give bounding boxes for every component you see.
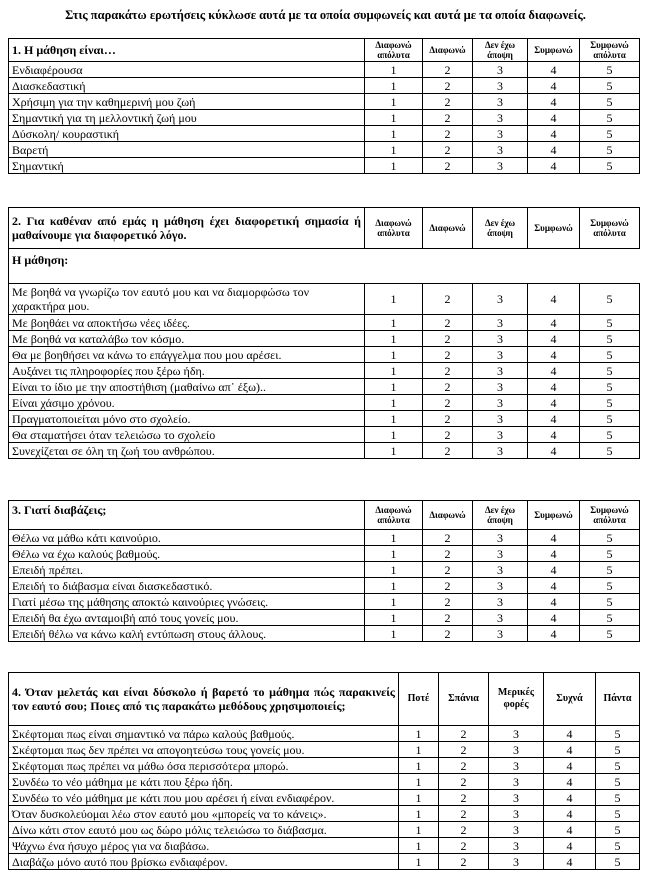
rating-option-1[interactable]: 1 [365, 142, 423, 158]
rating-option-5[interactable]: 5 [580, 94, 640, 110]
table-row [9, 626, 640, 642]
rating-option-3[interactable]: 3 [473, 395, 528, 411]
rating-option-2[interactable]: 2 [423, 126, 473, 142]
scale-header: Μερικές φορές [489, 673, 544, 726]
rating-option-2[interactable]: 2 [423, 395, 473, 411]
rating-option-4[interactable]: 4 [528, 363, 580, 379]
item-label: Όταν δυσκολεύομαι λέω στον εαυτό μου «μπορείς να το κάνεις». [9, 806, 399, 822]
table-row [9, 806, 640, 822]
rating-option-4[interactable]: 4 [528, 530, 580, 546]
rating-option-3[interactable]: 3 [473, 411, 528, 427]
rating-option-2[interactable]: 2 [423, 578, 473, 594]
table-row [9, 854, 640, 870]
rating-option-5[interactable]: 5 [580, 578, 640, 594]
rating-option-2[interactable]: 2 [423, 62, 473, 78]
table-row [9, 530, 640, 546]
rating-option-5[interactable]: 5 [580, 363, 640, 379]
table-row [9, 379, 640, 395]
rating-option-5[interactable]: 5 [580, 562, 640, 578]
rating-option-1[interactable]: 1 [365, 610, 423, 626]
rating-option-1[interactable]: 1 [365, 62, 423, 78]
table-row [9, 126, 640, 142]
rating-option-1[interactable]: 1 [365, 594, 423, 610]
rating-option-4[interactable]: 4 [528, 315, 580, 331]
rating-option-2[interactable]: 2 [423, 427, 473, 443]
rating-option-1[interactable]: 1 [365, 562, 423, 578]
item-label: Θα σταματήσει όταν τελειώσω το σχολείο [9, 427, 365, 443]
rating-option-2[interactable]: 2 [423, 530, 473, 546]
table-row [9, 62, 640, 78]
rating-option-3[interactable]: 3 [473, 427, 528, 443]
rating-option-4[interactable]: 4 [528, 610, 580, 626]
rating-option-1[interactable]: 1 [365, 530, 423, 546]
rating-option-3[interactable]: 3 [473, 110, 528, 126]
section2-subheading: Η μάθηση: [9, 249, 640, 284]
rating-option-3[interactable]: 3 [489, 742, 544, 758]
table-row [9, 578, 640, 594]
rating-option-5[interactable]: 5 [596, 822, 640, 838]
item-label: Επειδή θα έχω ανταμοιβή από τους γονείς μου. [9, 610, 365, 626]
item-label: Είναι χάσιμο χρόνου. [9, 395, 365, 411]
rating-option-4[interactable]: 4 [544, 806, 596, 822]
table-row [9, 610, 640, 626]
rating-option-3[interactable]: 3 [489, 790, 544, 806]
rating-option-5[interactable]: 5 [580, 427, 640, 443]
rating-option-4[interactable]: 4 [528, 427, 580, 443]
rating-option-4[interactable]: 4 [528, 546, 580, 562]
rating-option-1[interactable]: 1 [365, 78, 423, 94]
rating-option-2[interactable]: 2 [423, 379, 473, 395]
rating-option-1[interactable]: 1 [399, 726, 439, 742]
item-label: Ενδιαφέρουσα [9, 62, 365, 78]
section3-table [8, 500, 640, 642]
rating-option-2[interactable]: 2 [439, 838, 489, 854]
item-label: Συνδέω το νέο μάθημα με κάτι που μου αρέσει ή είναι ενδιαφέρον. [9, 790, 399, 806]
scale-header: Συμφωνώ απόλυτα [580, 39, 640, 62]
rating-option-4[interactable]: 4 [528, 379, 580, 395]
table-row [9, 363, 640, 379]
rating-option-5[interactable]: 5 [596, 854, 640, 870]
rating-option-1[interactable]: 1 [399, 742, 439, 758]
rating-option-4[interactable]: 4 [528, 626, 580, 642]
item-label: Θέλω να έχω καλούς βαθμούς. [9, 546, 365, 562]
rating-option-3[interactable]: 3 [473, 347, 528, 363]
item-label: Συνδέω το νέο μάθημα με κάτι που ξέρω ήδη. [9, 774, 399, 790]
rating-option-3[interactable]: 3 [473, 379, 528, 395]
scale-header: Ποτέ [399, 673, 439, 726]
rating-option-3[interactable]: 3 [473, 562, 528, 578]
item-label: Με βοηθά να καταλάβω τον κόσμο. [9, 331, 365, 347]
rating-option-4[interactable]: 4 [528, 562, 580, 578]
rating-option-5[interactable]: 5 [580, 530, 640, 546]
item-label: Βαρετή [9, 142, 365, 158]
rating-option-2[interactable]: 2 [439, 822, 489, 838]
rating-option-1[interactable]: 1 [365, 363, 423, 379]
item-label: Είναι το ίδιο με την αποστήθιση (μαθαίνω απ᾽ έξω).. [9, 379, 365, 395]
rating-option-4[interactable]: 4 [528, 284, 580, 315]
rating-option-5[interactable]: 5 [580, 347, 640, 363]
rating-option-2[interactable]: 2 [439, 790, 489, 806]
section2-question: 2. Για καθέναν από εμάς η μάθηση έχει διαφορετική σημασία ή μαθαίνουμε για διαφορετικό λόγο. [9, 208, 365, 249]
rating-option-1[interactable]: 1 [365, 284, 423, 315]
rating-option-3[interactable]: 3 [473, 158, 528, 174]
scale-header: Συμφωνώ [528, 208, 580, 249]
rating-option-5[interactable]: 5 [580, 443, 640, 459]
rating-option-1[interactable]: 1 [399, 838, 439, 854]
scale-header: Διαφωνώ [423, 39, 473, 62]
table-row [9, 347, 640, 363]
rating-option-4[interactable]: 4 [528, 347, 580, 363]
rating-option-3[interactable]: 3 [473, 62, 528, 78]
rating-option-2[interactable]: 2 [439, 806, 489, 822]
rating-option-2[interactable]: 2 [423, 284, 473, 315]
rating-option-1[interactable]: 1 [399, 758, 439, 774]
scale-header: Διαφωνώ [423, 501, 473, 530]
rating-option-3[interactable]: 3 [473, 94, 528, 110]
rating-option-4[interactable]: 4 [544, 790, 596, 806]
item-label: Ψάχνω ένα ήσυχο μέρος για να διαβάσω. [9, 838, 399, 854]
table-row [9, 790, 640, 806]
rating-option-4[interactable]: 4 [544, 742, 596, 758]
table-row [9, 411, 640, 427]
rating-option-3[interactable]: 3 [473, 443, 528, 459]
rating-option-4[interactable]: 4 [528, 411, 580, 427]
rating-option-3[interactable]: 3 [473, 315, 528, 331]
rating-option-4[interactable]: 4 [544, 726, 596, 742]
item-label: Με βοηθάει να αποκτήσω νέες ιδέες. [9, 315, 365, 331]
scale-header: Διαφωνώ απόλυτα [365, 501, 423, 530]
rating-option-3[interactable]: 3 [473, 546, 528, 562]
table-row [9, 774, 640, 790]
rating-option-4[interactable]: 4 [544, 854, 596, 870]
rating-option-1[interactable]: 1 [365, 331, 423, 347]
rating-option-5[interactable]: 5 [596, 774, 640, 790]
rating-option-3[interactable]: 3 [473, 363, 528, 379]
rating-option-1[interactable]: 1 [399, 854, 439, 870]
rating-option-4[interactable]: 4 [544, 758, 596, 774]
table-row [9, 758, 640, 774]
item-label: Σκέφτομαι πως είναι σημαντικό να πάρω καλούς βαθμούς. [9, 726, 399, 742]
rating-option-1[interactable]: 1 [365, 158, 423, 174]
rating-option-5[interactable]: 5 [580, 594, 640, 610]
rating-option-2[interactable]: 2 [439, 774, 489, 790]
rating-option-2[interactable]: 2 [423, 315, 473, 331]
item-label: Δίνω κάτι στον εαυτό μου ως δώρο μόλις τελειώσω το διάβασμα. [9, 822, 399, 838]
item-label: Αυξάνει τις πληροφορίες που ξέρω ήδη. [9, 363, 365, 379]
rating-option-3[interactable]: 3 [473, 610, 528, 626]
rating-option-5[interactable]: 5 [596, 806, 640, 822]
table-row [9, 395, 640, 411]
rating-option-3[interactable]: 3 [473, 530, 528, 546]
rating-option-1[interactable]: 1 [365, 379, 423, 395]
rating-option-2[interactable]: 2 [423, 562, 473, 578]
rating-option-4[interactable]: 4 [528, 443, 580, 459]
table-row [9, 562, 640, 578]
scale-header: Συμφωνώ απόλυτα [580, 501, 640, 530]
rating-option-5[interactable]: 5 [596, 758, 640, 774]
rating-option-4[interactable]: 4 [528, 110, 580, 126]
rating-option-3[interactable]: 3 [489, 838, 544, 854]
rating-option-2[interactable]: 2 [423, 610, 473, 626]
section2-subheading-row [9, 249, 640, 284]
rating-option-3[interactable]: 3 [489, 726, 544, 742]
rating-option-1[interactable]: 1 [365, 315, 423, 331]
rating-option-2[interactable]: 2 [423, 347, 473, 363]
rating-option-3[interactable]: 3 [473, 284, 528, 315]
rating-option-2[interactable]: 2 [423, 443, 473, 459]
rating-option-5[interactable]: 5 [580, 284, 640, 315]
rating-option-3[interactable]: 3 [473, 331, 528, 347]
rating-option-5[interactable]: 5 [580, 411, 640, 427]
rating-option-1[interactable]: 1 [365, 578, 423, 594]
rating-option-4[interactable]: 4 [528, 142, 580, 158]
rating-option-3[interactable]: 3 [489, 822, 544, 838]
rating-option-2[interactable]: 2 [423, 546, 473, 562]
rating-option-1[interactable]: 1 [365, 443, 423, 459]
item-label: Σκέφτομαι πως πρέπει να μάθω όσα περισσότερα μπορώ. [9, 758, 399, 774]
rating-option-1[interactable]: 1 [365, 411, 423, 427]
rating-option-2[interactable]: 2 [423, 626, 473, 642]
rating-option-1[interactable]: 1 [365, 546, 423, 562]
scale-header: Διαφωνώ απόλυτα [365, 208, 423, 249]
table-row [9, 726, 640, 742]
section4-question: 4. Όταν μελετάς και είναι δύσκολο ή βαρετό το μάθημα πώς παρακινείς τον εαυτό σου; Ποιες από τις παρακάτω μεθόδους χρησιμοποιείς; [9, 673, 399, 726]
item-label: Επειδή το διάβασμα είναι διασκεδαστικό. [9, 578, 365, 594]
section3-question: 3. Γιατί διαβάζεις; [9, 501, 365, 530]
rating-option-3[interactable]: 3 [489, 854, 544, 870]
item-label: Γιατί μέσω της μάθησης αποκτώ καινούριες γνώσεις. [9, 594, 365, 610]
rating-option-4[interactable]: 4 [528, 578, 580, 594]
rating-option-4[interactable]: 4 [528, 331, 580, 347]
section1-header-row [9, 39, 640, 62]
table-row [9, 427, 640, 443]
rating-option-5[interactable]: 5 [580, 626, 640, 642]
table-row [9, 315, 640, 331]
section2-header-row [9, 208, 640, 249]
item-label: Θα με βοηθήσει να κάνω το επάγγελμα που μου αρέσει. [9, 347, 365, 363]
rating-option-1[interactable]: 1 [365, 126, 423, 142]
rating-option-2[interactable]: 2 [423, 331, 473, 347]
rating-option-5[interactable]: 5 [580, 158, 640, 174]
item-label: Διαβάζω μόνο αυτό που βρίσκω ενδιαφέρον. [9, 854, 399, 870]
rating-option-3[interactable]: 3 [473, 594, 528, 610]
rating-option-2[interactable]: 2 [423, 78, 473, 94]
table-row [9, 110, 640, 126]
table-row [9, 838, 640, 854]
rating-option-2[interactable]: 2 [423, 411, 473, 427]
section1-table [8, 38, 640, 174]
item-label: Διασκεδαστική [9, 78, 365, 94]
table-row [9, 78, 640, 94]
table-row [9, 142, 640, 158]
table-row [9, 742, 640, 758]
rating-option-5[interactable]: 5 [596, 742, 640, 758]
rating-option-3[interactable]: 3 [473, 578, 528, 594]
rating-option-1[interactable]: 1 [365, 427, 423, 443]
item-label: Χρήσιμη για την καθημερινή μου ζωή [9, 94, 365, 110]
rating-option-1[interactable]: 1 [399, 806, 439, 822]
rating-option-3[interactable]: 3 [473, 78, 528, 94]
table-row [9, 331, 640, 347]
table-row [9, 546, 640, 562]
table-row [9, 284, 640, 315]
rating-option-4[interactable]: 4 [528, 395, 580, 411]
scale-header: Συμφωνώ απόλυτα [580, 208, 640, 249]
rating-option-4[interactable]: 4 [544, 822, 596, 838]
rating-option-3[interactable]: 3 [489, 774, 544, 790]
rating-option-5[interactable]: 5 [596, 790, 640, 806]
rating-option-2[interactable]: 2 [439, 726, 489, 742]
rating-option-5[interactable]: 5 [580, 142, 640, 158]
item-label: Σημαντική για τη μελλοντική ζωή μου [9, 110, 365, 126]
rating-option-1[interactable]: 1 [365, 110, 423, 126]
rating-option-5[interactable]: 5 [596, 838, 640, 854]
rating-option-5[interactable]: 5 [580, 315, 640, 331]
rating-option-3[interactable]: 3 [473, 126, 528, 142]
section2-table [8, 207, 640, 459]
item-label: Θέλω να μάθω κάτι καινούριο. [9, 530, 365, 546]
rating-option-4[interactable]: 4 [528, 126, 580, 142]
scale-header: Συμφωνώ [528, 501, 580, 530]
rating-option-5[interactable]: 5 [580, 110, 640, 126]
section1-question: 1. Η μάθηση είναι… [9, 39, 365, 62]
rating-option-5[interactable]: 5 [580, 62, 640, 78]
rating-option-1[interactable]: 1 [365, 347, 423, 363]
rating-option-4[interactable]: 4 [528, 62, 580, 78]
table-row [9, 594, 640, 610]
item-label: Συνεχίζεται σε όλη τη ζωή του ανθρώπου. [9, 443, 365, 459]
section4-table [8, 672, 640, 870]
rating-option-2[interactable]: 2 [423, 594, 473, 610]
section4-header-row [9, 673, 640, 726]
rating-option-1[interactable]: 1 [365, 395, 423, 411]
scale-header: Σπάνια [439, 673, 489, 726]
rating-option-5[interactable]: 5 [580, 379, 640, 395]
rating-option-2[interactable]: 2 [423, 158, 473, 174]
rating-option-3[interactable]: 3 [489, 806, 544, 822]
rating-option-5[interactable]: 5 [580, 610, 640, 626]
rating-option-4[interactable]: 4 [544, 774, 596, 790]
rating-option-3[interactable]: 3 [489, 758, 544, 774]
table-row [9, 94, 640, 110]
item-label: Δύσκολη/ κουραστική [9, 126, 365, 142]
page-title: Στις παρακάτω ερωτήσεις κύκλωσε αυτά με τα οποία συμφωνείς και αυτά με τα οποία διαφωνείς. [65, 8, 586, 22]
rating-option-4[interactable]: 4 [528, 94, 580, 110]
rating-option-2[interactable]: 2 [423, 142, 473, 158]
rating-option-4[interactable]: 4 [528, 158, 580, 174]
rating-option-1[interactable]: 1 [399, 774, 439, 790]
scale-header: Συμφωνώ [528, 39, 580, 62]
rating-option-5[interactable]: 5 [580, 331, 640, 347]
rating-option-2[interactable]: 2 [439, 758, 489, 774]
rating-option-4[interactable]: 4 [544, 838, 596, 854]
rating-option-1[interactable]: 1 [365, 626, 423, 642]
scale-header: Συχνά [544, 673, 596, 726]
rating-option-4[interactable]: 4 [528, 594, 580, 610]
table-row [9, 158, 640, 174]
rating-option-3[interactable]: 3 [473, 142, 528, 158]
rating-option-2[interactable]: 2 [423, 363, 473, 379]
item-label: Επειδή πρέπει. [9, 562, 365, 578]
item-label: Σκέφτομαι πως δεν πρέπει να απογοητεύσω τους γονείς μου. [9, 742, 399, 758]
table-row [9, 443, 640, 459]
rating-option-3[interactable]: 3 [473, 626, 528, 642]
scale-header: Δεν έχω άποψη [473, 208, 528, 249]
scale-header: Δεν έχω άποψη [473, 39, 528, 62]
rating-option-5[interactable]: 5 [580, 395, 640, 411]
scale-header: Πάντα [596, 673, 640, 726]
table-row [9, 822, 640, 838]
item-label: Με βοηθά να γνωρίζω τον εαυτό μου και να διαμορφώσω τον χαρακτήρα μου. [9, 284, 365, 315]
rating-option-1[interactable]: 1 [365, 94, 423, 110]
scale-header: Δεν έχω άποψη [473, 501, 528, 530]
rating-option-4[interactable]: 4 [528, 78, 580, 94]
rating-option-5[interactable]: 5 [580, 126, 640, 142]
rating-option-2[interactable]: 2 [439, 742, 489, 758]
rating-option-5[interactable]: 5 [580, 546, 640, 562]
rating-option-2[interactable]: 2 [423, 110, 473, 126]
rating-option-2[interactable]: 2 [423, 94, 473, 110]
rating-option-5[interactable]: 5 [580, 78, 640, 94]
rating-option-1[interactable]: 1 [399, 790, 439, 806]
rating-option-2[interactable]: 2 [439, 854, 489, 870]
scale-header: Διαφωνώ [423, 208, 473, 249]
scale-header: Διαφωνώ απόλυτα [365, 39, 423, 62]
rating-option-5[interactable]: 5 [596, 726, 640, 742]
item-label: Επειδή θέλω να κάνω καλή εντύπωση στους άλλους. [9, 626, 365, 642]
section3-header-row [9, 501, 640, 530]
item-label: Πραγματοποιείται μόνο στο σχολείο. [9, 411, 365, 427]
rating-option-1[interactable]: 1 [399, 822, 439, 838]
item-label: Σημαντική [9, 158, 365, 174]
